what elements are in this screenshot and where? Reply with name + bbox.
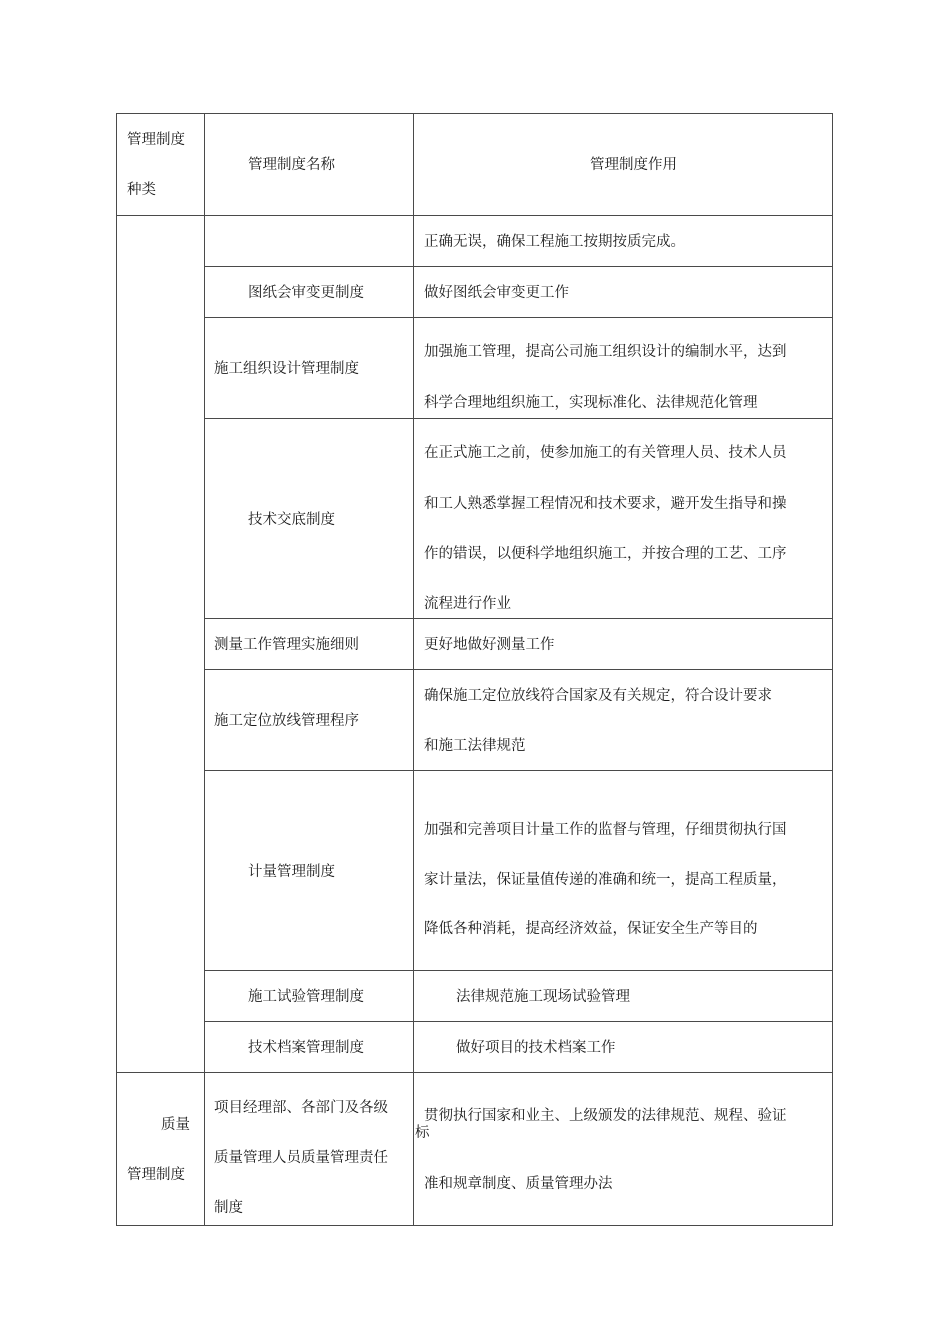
- row-name-text: 施工定位放线管理程序: [214, 713, 359, 729]
- row-name-text: 技术档案管理制度: [248, 1040, 364, 1056]
- header-category-line-2: 种类: [127, 182, 156, 198]
- header-effect: 管理制度作用: [590, 157, 677, 173]
- header-category-line-1: 管理制度: [127, 132, 185, 148]
- row-category-text: 管理制度: [127, 1167, 185, 1183]
- row-effect-text: 准和规章制度、质量管理办法: [424, 1176, 613, 1192]
- row-effect-text: 家计量法，保证量值传递的准确和统一，提高工程质量，: [424, 872, 787, 888]
- row-effect-text: 作的错误，以便科学地组织施工，并按合理的工艺、工序: [424, 546, 787, 562]
- header-name: 管理制度名称: [248, 157, 335, 173]
- row-effect-text: 和施工法律规范: [424, 738, 526, 754]
- row-name-text: 制度: [214, 1200, 243, 1216]
- row-effect-text: 降低各种消耗，提高经济效益，保证安全生产等目的: [424, 921, 758, 937]
- row-effect-text: 科学合理地组织施工，实现标准化、法律规范化管理: [424, 395, 758, 411]
- row-effect-text: 正确无误，确保工程施工按期按质完成。: [424, 234, 685, 250]
- row-name-text: 技术交底制度: [248, 512, 335, 528]
- row-effect-text: 确保施工定位放线符合国家及有关规定，符合设计要求: [424, 688, 772, 704]
- row-effect-text: 加强和完善项目计量工作的监督与管理，仔细贯彻执行国: [424, 822, 787, 838]
- row-name-text: 图纸会审变更制度: [248, 285, 364, 301]
- row-name-text: 计量管理制度: [248, 864, 335, 880]
- row-effect-text: 做好项目的技术档案工作: [456, 1040, 616, 1056]
- row-effect-text: 流程进行作业: [424, 596, 511, 612]
- row-name-text: 测量工作管理实施细则: [214, 637, 359, 653]
- row-effect-text: 和工人熟悉掌握工程情况和技术要求，避开发生指导和操: [424, 496, 787, 512]
- row-name-text: 施工组织设计管理制度: [214, 361, 359, 377]
- row-effect-text: 标: [415, 1125, 430, 1141]
- row-effect-text: 贯彻执行国家和业主、上级颁发的法律规范、规程、验证: [424, 1108, 787, 1124]
- row-effect-text: 做好图纸会审变更工作: [424, 285, 569, 301]
- row-name-text: 质量管理人员质量管理责任: [214, 1150, 388, 1166]
- row-effect-text: 更好地做好测量工作: [424, 637, 555, 653]
- row-effect-text: 在正式施工之前，使参加施工的有关管理人员、技术人员: [424, 445, 787, 461]
- row-effect-text: 加强施工管理，提高公司施工组织设计的编制水平，达到: [424, 344, 787, 360]
- row-name-text: 施工试验管理制度: [248, 989, 364, 1005]
- row-effect-text: 法律规范施工现场试验管理: [456, 989, 630, 1005]
- row-name-text: 项目经理部、各部门及各级: [214, 1100, 388, 1116]
- row-category-text: 质量: [161, 1117, 190, 1133]
